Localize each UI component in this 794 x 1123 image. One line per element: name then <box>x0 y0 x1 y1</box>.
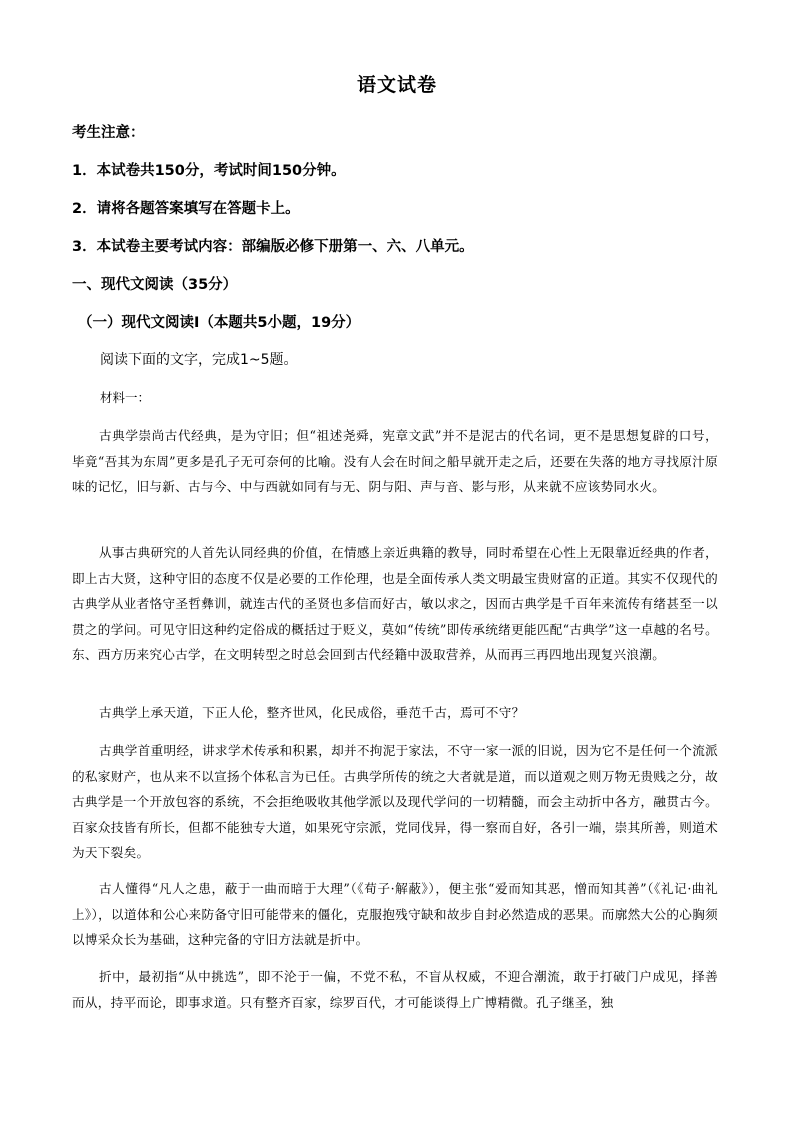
paragraph: 古人懂得“凡人之患，蔽于一曲而暗于大理”（《荀子·解蔽》），便主张“爱而知其恶，憎而知其善”（《礼记·曲礼上》），以道体和公心来防备守旧可能带来的僵化，克服抱残守缺和故步自封必然造成的恶果。而廓然大公的心胸须以博采众长为基础，这种完备的守旧方法就是折中。 <box>72 881 718 947</box>
notice-item: 2．请将各题答案填写在答题卡上。 <box>72 201 300 217</box>
notice-heading: 考生注意： <box>72 125 145 141</box>
paragraph: 古典学崇尚古代经典，是为守旧；但“祖述尧舜，宪章文武”并不是泥古的代名词，更不是思想复辟的口号，毕竟“吾其为东周”更多是孔子无可奈何的比喻。没有人会在时间之船早就开走之后，还要在失落的地方寻找原汁原味的记忆，旧与新、古与今、中与西就如同有与无、阴与阳、声与音、影与形，从来就不应该势同水火。 <box>72 428 718 494</box>
material-label: 材料一： <box>100 390 151 405</box>
paragraph: 从事古典研究的人首先认同经典的价值，在情感上亲近典籍的教导，同时希望在心性上无限靠近经典的作者，即上古大贤，这种守旧的态度不仅是必要的工作伦理，也是全面传承人类文明最宝贵财富的正道。其实不仅现代的古典学从业者恪守圣哲彝训，就连古代的圣贤也多信而好古，敏以求之，因而古典学是千百年来流传有绪甚至一以贯之的学问。可见守旧这种约定俗成的概括过于贬义，莫如“传统”即传承统绪更能匹配“古典学”这一卓越的名号。东、西方历来究心古学，在文明转型之时总会回到古代经籍中汲取营养，从而再三再四地出现复兴浪潮。 <box>72 545 718 662</box>
notice-item: 1．本试卷共150分，考试时间150分钟。 <box>72 163 346 179</box>
reading-instruction: 阅读下面的文字，完成1~5题。 <box>100 352 298 368</box>
exam-title: 语文试卷 <box>356 74 437 96</box>
notice-item: 3．本试卷主要考试内容：部编版必修下册第一、六、八单元。 <box>72 239 474 255</box>
paragraph: 古典学上承天道，下正人伦，整齐世风，化民成俗，垂范千古，焉可不守？ <box>99 705 525 720</box>
paragraph: 古典学首重明经，讲求学术传承和积累，却并不拘泥于家法，不守一家一派的旧说，因为它不是任何一个流派的私家财产，也从来不以宣扬个体私言为已任。古典学所传的统之大者就是道，而以道观之则万物无贵贱之分，故古典学是一个开放包容的系统，不会拒绝吸收其他学派以及现代学问的一切精髓，而会主动折中各方，融贯古今。百家众技皆有所长，但都不能独专大道，如果死守宗派，党同伐异，得一察而自好，各引一端，崇其所善，则道术为天下裂矣。 <box>72 743 718 860</box>
subsection-heading: （一）现代文阅读Ⅰ（本题共5小题，19分） <box>78 315 361 331</box>
paragraph: 折中，最初指“从中挑选”，即不沦于一偏，不党不私，不盲从权威，不迎合潮流，敢于打破门户成见，择善而从，持平而论，即事求道。只有整齐百家，综罗百代，才可能谈得上广博精微。孔子继圣，独 <box>72 969 718 1010</box>
section-heading: 一、现代文阅读（35分） <box>72 277 238 293</box>
